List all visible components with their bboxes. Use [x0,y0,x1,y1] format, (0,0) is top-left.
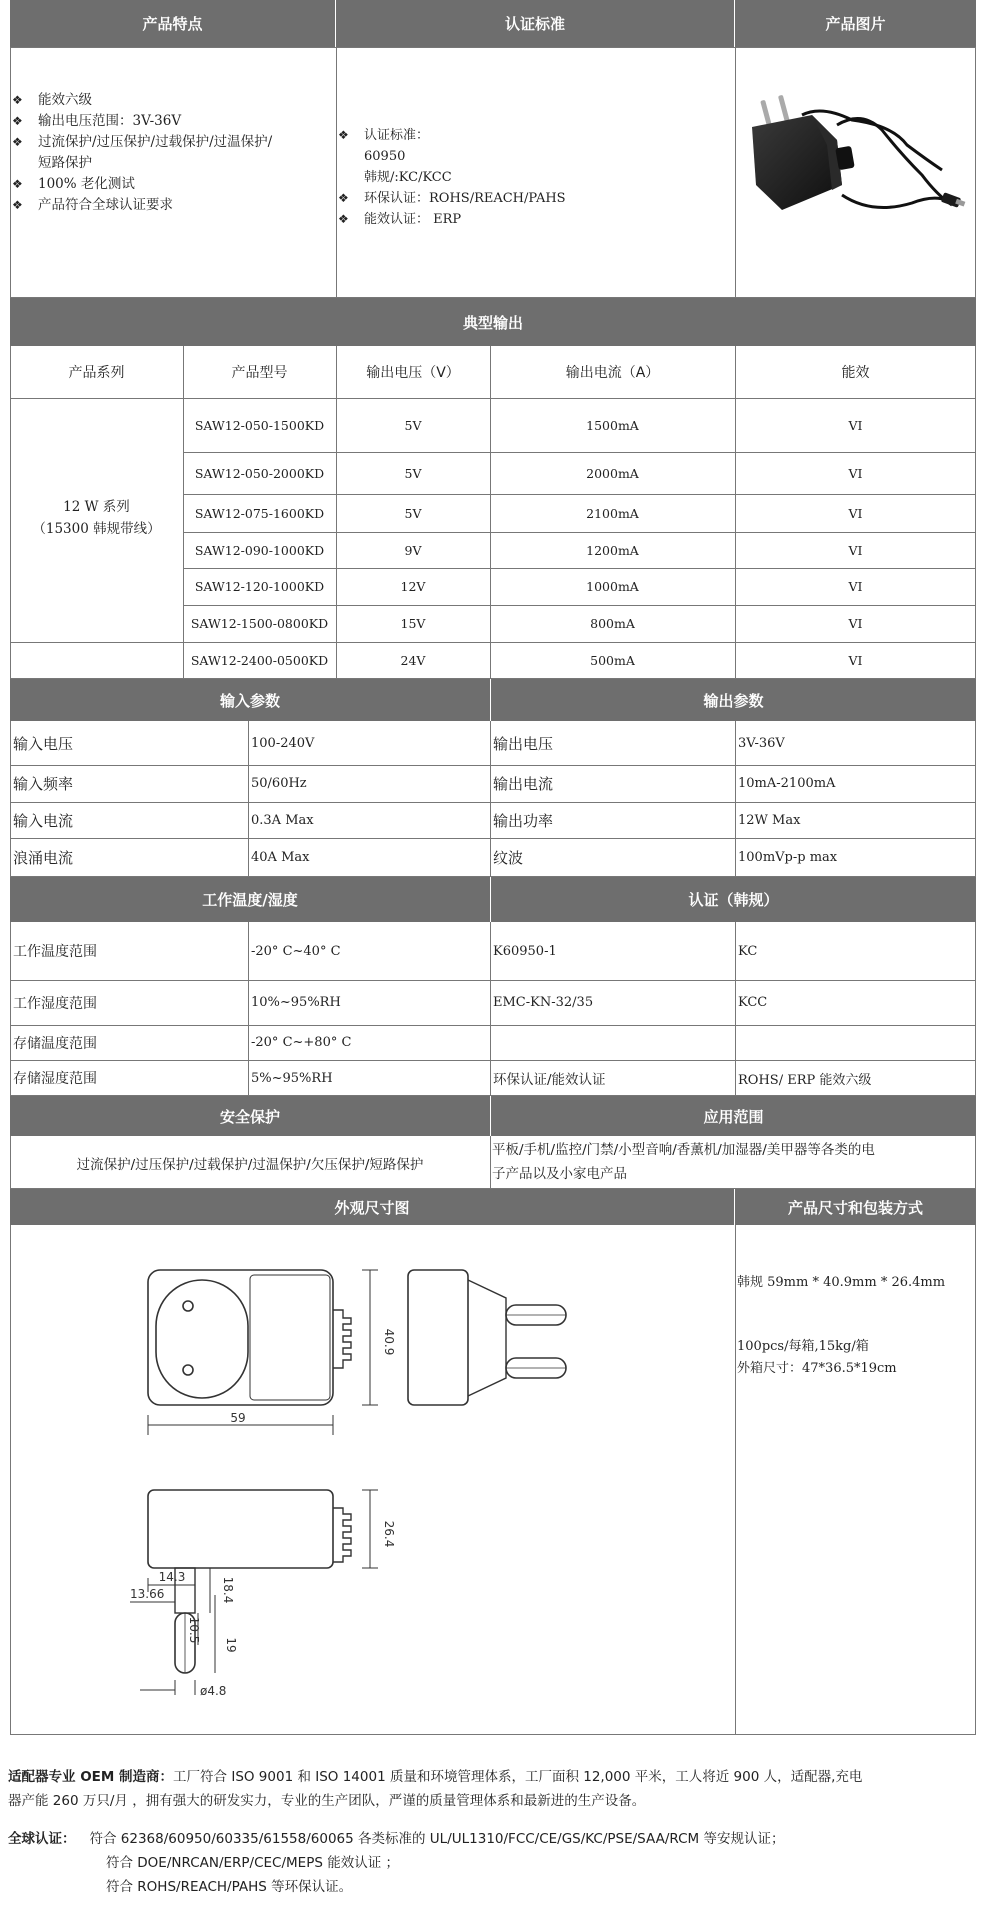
application-text [492,1138,974,1186]
col-header-series: 产品系列 [68,365,125,381]
dim-59: 59 [230,1411,246,1425]
param-value: 10mA-2100mA [738,776,836,791]
voltage-cell: 15V [400,616,426,631]
global-cert-text: 符合 62368/60950/60335/61558/60065 各类标准的 UL/UL1310/FCC/CE/GS/KC/PSE/SAA/RCM 等安规认证； [89,1831,785,1847]
param-value: 12W Max [738,812,801,828]
safety-title: 安全保护 [10,1096,490,1136]
env-label: 存储温度范围 [13,1035,97,1052]
pack-qty: 100pcs/每箱,15kg/箱 [737,1339,869,1354]
typical-output-title: 典型输出 [10,298,976,346]
current-cell: 800mA [590,616,635,631]
param-label: 输出电压 [493,734,554,753]
param-label: 纹波 [493,849,524,867]
model-cell: SAW12-120-1000KD [194,579,325,594]
output-params-title: 输出参数 [491,679,976,721]
company-info [8,1765,980,1899]
cert-value [735,1025,976,1060]
pack-title: 产品尺寸和包装方式 [735,1189,976,1225]
param-value: 100mVp-p max [738,850,838,865]
series-name: 12 W 系列 [63,499,130,515]
param-value: 100-240V [251,735,315,751]
cert-value: ROHS/ ERP 能效六级 [738,1072,872,1088]
application-title: 应用范围 [491,1096,976,1136]
korea-cert-title: 认证（韩规） [491,877,976,922]
list-item: ❖ 能效认证： ERP [338,212,462,227]
model-cell: SAW12-075-1600KD [194,505,325,521]
current-cell: 1000mA [586,579,639,594]
header-cert-standard: 认证标准 [336,0,734,47]
series-cell [10,496,183,540]
efficiency-cell: VI [848,616,863,631]
oem-text: 工厂符合 ISO 9001 和 ISO 14001 质量和环境管理体系，工厂面积 12,000 平米，工人将近 900 人，适配器,充电 [173,1769,863,1785]
global-cert-text: 符合 ROHS/REACH/PAHS 等环保认证。 [106,1879,353,1895]
current-cell: 2000mA [586,465,639,481]
voltage-cell: 24V [400,653,426,668]
cert-key: K60950-1 [493,943,557,959]
adapter-photo [742,85,970,235]
model-cell: SAW12-1500-0800KD [190,616,329,631]
global-cert-text: 符合 DOE/NRCAN/ERP/CEC/MEPS 能效认证 ； [106,1855,400,1871]
model-cell: SAW12-2400-0500KD [190,653,329,668]
param-value: 50/60Hz [251,776,307,791]
dim-18-4: 18.4 [221,1576,235,1604]
col-header-current: 输出电流（A） [565,365,660,381]
dim-10-5: 10.5 [187,1616,201,1644]
model-cell: SAW12-050-1500KD [194,417,325,433]
list-item: 短路保护 [38,155,92,171]
certs-list [338,125,732,230]
application-line: 平板/手机/监控/门禁/小型音响/香薰机/加湿器/美甲器等各类的电 [492,1142,875,1158]
env-label: 工作温度范围 [13,944,97,960]
model-cell: SAW12-090-1000KD [194,542,325,558]
cert-key: EMC-KN-32/35 [493,995,594,1010]
param-label: 输入电流 [13,811,74,830]
param-label: 输入频率 [13,775,74,793]
input-params-title: 输入参数 [10,679,490,721]
current-cell: 1500mA [586,417,639,433]
param-label: 输出电流 [493,775,554,793]
header-photo: 产品图片 [735,0,976,47]
env-title: 工作温度/湿度 [10,877,490,922]
voltage-cell: 5V [404,505,422,521]
dim-13-66: 13.66 [130,1587,165,1601]
list-item: 60950 [364,149,406,164]
param-label: 浪涌电流 [13,849,74,867]
cert-key: 环保认证/能效认证 [493,1072,606,1088]
features-list [12,90,334,216]
series-sub: （15300 韩规带线） [32,521,161,537]
dims-title: 外观尺寸图 [10,1189,734,1225]
voltage-cell: 12V [400,579,426,594]
pack-info [737,1272,974,1380]
col-header-efficiency: 能效 [841,365,870,381]
dim-40-9: 40.9 [382,1328,396,1356]
efficiency-cell: VI [848,542,863,558]
safety-text: 过流保护/过压保护/过载保护/过温保护/欠压保护/短路保护 [76,1156,424,1173]
list-item: ❖ 过流保护/过压保护/过载保护/过温保护/ [12,134,273,150]
env-value: 5%~95%RH [251,1070,333,1086]
cert-value: KC [738,943,758,959]
application-line: 子产品以及小家电产品 [492,1166,627,1182]
dim-phi-4-8: ø4.8 [200,1684,227,1698]
list-item: ❖ 环保认证：ROHS/REACH/PAHS [338,191,566,206]
voltage-cell: 9V [404,542,422,558]
top-view [148,1490,333,1568]
param-label: 输出功率 [493,811,554,830]
env-value: -20° C~+80° C [251,1035,352,1050]
front-view [148,1270,333,1405]
col-header-voltage: 输出电压（V） [366,365,460,381]
list-item: ❖ 输出电压范围：3V-36V [12,113,182,129]
product-size: 韩规 59mm * 40.9mm * 26.4mm [737,1275,946,1290]
voltage-cell: 5V [404,465,422,481]
oem-text: 器产能 260 万只/月 ，拥有强大的研发实力，专业的生产团队，严谨的质量管理体系和最新进的生产设备。 [8,1793,646,1809]
list-item: ❖ 产品符合全球认证要求 [12,197,173,213]
dim-14-3: 14.3 [158,1570,186,1584]
env-value: 10%~95%RH [251,995,341,1010]
list-item: 韩规/:KC/KCC [364,170,452,185]
current-cell: 1200mA [586,542,639,558]
voltage-cell: 5V [404,417,422,433]
header-features: 产品特点 [10,0,335,47]
efficiency-cell: VI [848,579,863,594]
carton-size: 外箱尺寸：47*36.5*19cm [737,1361,897,1376]
env-label: 存储湿度范围 [13,1071,97,1087]
param-value: 3V-36V [738,735,785,751]
env-label: 工作湿度范围 [13,995,97,1012]
efficiency-cell: VI [848,653,863,668]
dim-26-4: 26.4 [382,1520,396,1548]
cert-value: KCC [738,995,768,1010]
global-cert-label: 全球认证： [8,1831,76,1847]
col-header-model: 产品型号 [231,365,288,381]
efficiency-cell: VI [848,417,863,433]
side-view [408,1270,468,1405]
model-cell: SAW12-050-2000KD [194,465,325,481]
current-cell: 500mA [590,653,635,668]
cert-key [490,1025,735,1060]
oem-label: 适配器专业 OEM 制造商： [8,1769,174,1785]
dim-19: 19 [224,1637,238,1653]
dimension-drawing [130,1250,630,1720]
param-value: 0.3A Max [251,812,314,828]
param-value: 40A Max [251,850,310,865]
efficiency-cell: VI [848,465,863,481]
list-item: ❖ 认证标准： [338,128,430,143]
param-label: 输入电压 [13,734,74,753]
efficiency-cell: VI [848,505,863,521]
list-item: ❖ 能效六级 [12,92,92,108]
current-cell: 2100mA [586,505,639,521]
env-value: -20° C~40° C [251,943,341,959]
list-item: ❖ 100% 老化测试 [12,176,135,192]
